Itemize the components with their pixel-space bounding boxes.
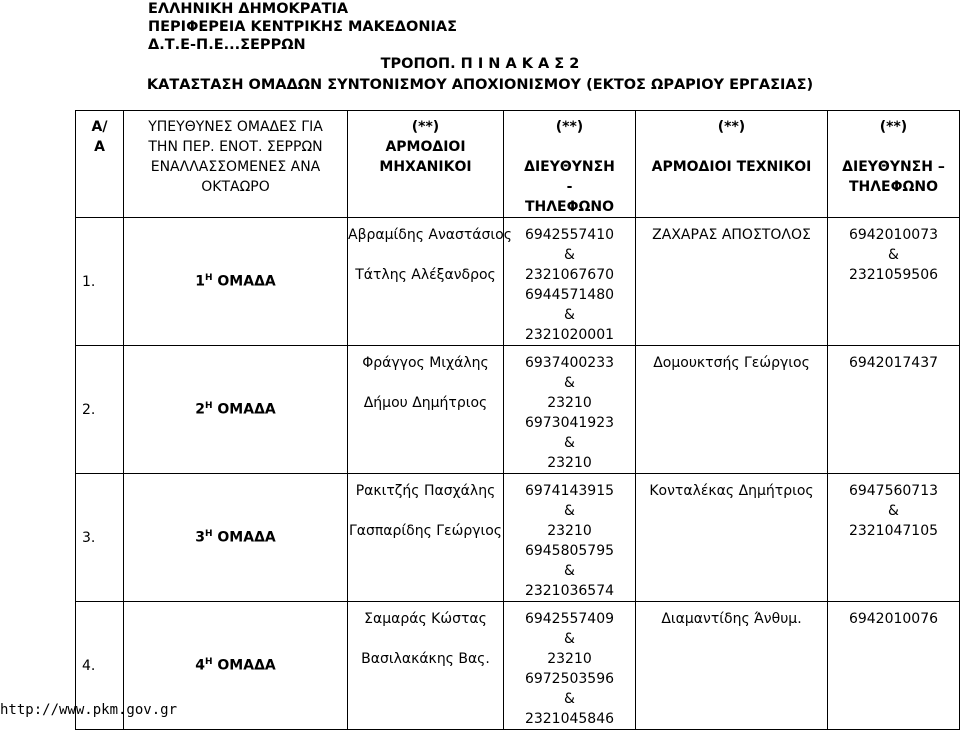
document-title-2: ΚΑΤΑΣΤΑΣΗ ΟΜΑΔΩΝ ΣΥΝΤΟΝΙΣΜΟΥ ΑΠΟΧΙΟΝΙΣΜΟΥ (ΕΚΤΟΣ ΩΡΑΡΙΟΥ ΕΡΓΑΣΙΑΣ) [146, 77, 814, 93]
phones-cell: 6937400233 & 23210 6973041923 & 23210 [504, 346, 636, 474]
technician-cell [636, 218, 828, 346]
header-line-2: ΠΕΡΙΦΕΡΕΙΑ ΚΕΝΤΡΙΚΗΣ ΜΑΚΕΔΟΝΙΑΣ [148, 19, 458, 35]
document-title-1: ΤΡΟΠΟΠ. Π Ι Ν Α Κ Α Σ 2 [380, 56, 580, 72]
group-name: $4^H$ ΟΜΑΔΑ [124, 602, 348, 730]
engineers-cell [348, 346, 504, 474]
phones-cell: 6974143915 & 23210 6945805795 & 2321036574 [504, 474, 636, 602]
document-header [148, 0, 457, 54]
tech-phones-cell: 6942017437 [828, 346, 960, 474]
phones-cell: 6942557409 & 23210 6972503596 & 2321045846 [504, 602, 636, 730]
table-row [76, 474, 960, 602]
engineer-name: Δήμου Δημήτριος [363, 395, 488, 411]
row-number: 1. [76, 218, 124, 346]
technician-name: Κονταλέκας Δημήτριος [649, 483, 814, 499]
header-technicians: (**) ΑΡΜΟΔΙΟΙ ΤΕΧΝΙΚΟΙ [636, 111, 828, 218]
engineers-cell [348, 474, 504, 602]
header-line-1: ΕΛΛΗΝΙΚΗ ΔΗΜΟΚΡΑΤΙΑ [148, 1, 349, 17]
technician-name: Δομουκτσής Γεώργιος [653, 355, 810, 371]
technician-name: ΖΑΧΑΡΑΣ ΑΠΟΣΤΟΛΟΣ [652, 227, 811, 243]
engineer-name: Φράγγος Μιχάλης [362, 355, 489, 371]
row-number: 4. [76, 602, 124, 730]
row-number: 2. [76, 346, 124, 474]
header-address-phone-2: (**) ΔΙΕΥΘΥΝΣΗ – ΤΗΛΕΦΩΝΟ [828, 111, 960, 218]
engineer-name: Τάτλης Αλέξανδρος [355, 267, 496, 283]
engineer-name: Αβραμίδης Αναστάσιος [348, 227, 512, 243]
footer-url[interactable]: http://www.pkm.gov.gr [0, 702, 178, 718]
engineer-name: Γασπαρίδης Γεώργιος [348, 523, 503, 539]
group-name: $2^H$ ΟΜΑΔΑ [124, 346, 348, 474]
technician-cell [636, 346, 828, 474]
group-name: $3^H$ ΟΜΑΔΑ [124, 474, 348, 602]
header-engineers: (**) ΑΡΜΟΔΙΟΙ ΜΗΧΑΝΙΚΟΙ [348, 111, 504, 218]
engineer-name: Βασιλακάκης Βας. [361, 651, 490, 667]
row-number: 3. [76, 474, 124, 602]
technician-cell [636, 602, 828, 730]
header-aa: Α/ Α [76, 111, 124, 218]
header-address-phone-1: (**) ΔΙΕΥΘΥΝΣΗ - ΤΗΛΕΦΩΝΟ [504, 111, 636, 218]
engineers-cell [348, 218, 512, 346]
technician-name: Διαμαντίδης Άνθυμ. [661, 611, 802, 627]
header-groups: ΥΠΕΥΘΥΝΕΣ ΟΜΑΔΕΣ ΓΙΑ ΤΗΝ ΠΕΡ. ΕΝΟΤ. ΣΕΡΡΩΝ ΕΝΑΛΛΑΣΣΟΜΕΝΕΣ ΑΝΑ ΟΚΤΑΩΡΟ [124, 111, 348, 218]
tech-phones-cell: 6942010073 & 2321059506 [828, 218, 960, 346]
engineers-cell [348, 602, 504, 730]
table-row [76, 346, 960, 474]
engineer-name: Ρακιτζής Πασχάλης [355, 483, 496, 499]
coordination-table [75, 110, 960, 730]
technician-cell [636, 474, 828, 602]
table-row [76, 218, 960, 346]
group-name: $1^H$ ΟΜΑΔΑ [124, 218, 348, 346]
table-row [76, 602, 960, 730]
phones-cell: 6942557410 & 2321067670 6944571480 & 2321020001 [504, 218, 636, 346]
header-line-3: Δ.Τ.Ε-Π.Ε...ΣΕΡΡΩΝ [148, 37, 306, 53]
tech-phones-cell: 6947560713 & 2321047105 [828, 474, 960, 602]
tech-phones-cell: 6942010076 [828, 602, 960, 730]
engineer-name: Σαμαράς Κώστας [364, 611, 487, 627]
table-header-row [76, 111, 960, 218]
